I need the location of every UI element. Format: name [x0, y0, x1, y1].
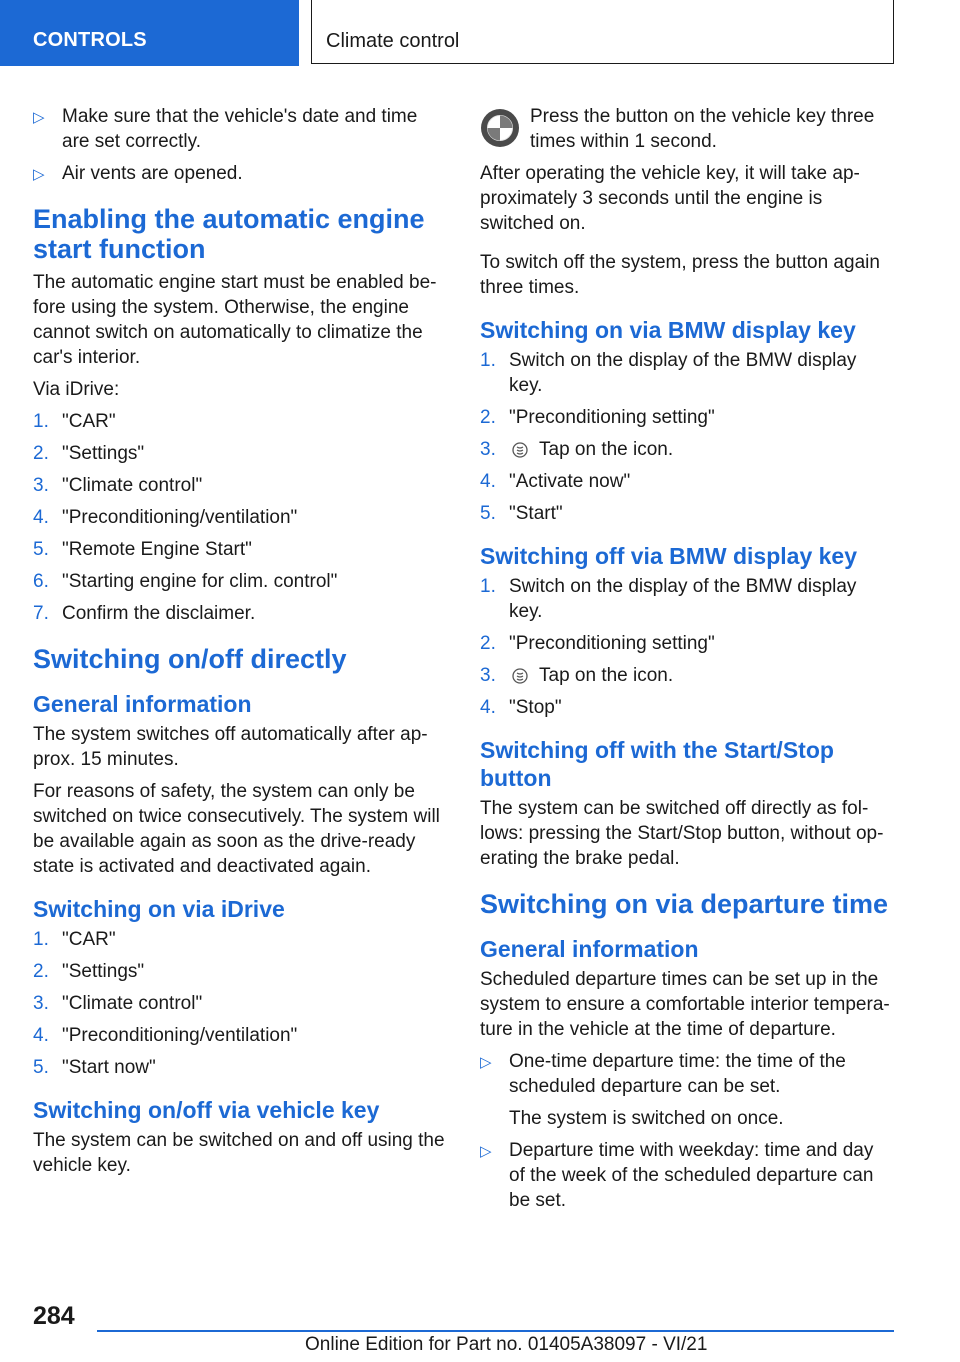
list-item: 3. Tap on the icon.: [480, 439, 674, 460]
right-column: [480, 104, 894, 1220]
climate-fan-icon: [509, 666, 531, 686]
list-item: 2. "Preconditioning setting": [480, 407, 715, 428]
heading-enable-function: Enabling the automatic engine start function: [33, 204, 425, 264]
list-item: 1. Switch on the display of the BMW display key.: [480, 576, 857, 622]
paragraph: The system is switched on once.: [509, 1108, 784, 1129]
list-item: 5. "Start": [480, 503, 563, 524]
steps-enable: [33, 409, 449, 626]
climate-fan-icon: [509, 440, 531, 460]
triangle-bullet-icon: ▷: [480, 1054, 492, 1071]
paragraph: The automatic engine start must be enabled before using the system. Otherwise, the engine cannot switch on automatically to climatize the car's interior.: [33, 272, 437, 368]
steps-on-display: [480, 348, 894, 526]
bullet-item: ▷ Departure time with weekday: time and day of the week of the scheduled departure can be set.: [480, 1140, 874, 1211]
list-item: 1. "CAR": [33, 929, 116, 950]
key-press-text: Press the button on the vehicle key three times within 1 second.: [530, 106, 875, 152]
triangle-bullet-icon: ▷: [33, 109, 45, 126]
footer-edition: Online Edition for Part no. 01405A38097 - VI/21: [305, 1334, 708, 1355]
list-item: 4. "Activate now": [480, 471, 631, 492]
subheading-start-stop: Switching off with the Start/Stop button: [480, 737, 834, 791]
left-column: [33, 104, 449, 1185]
list-item: 6. "Starting engine for clim. control": [33, 571, 338, 592]
list-item: 1. "CAR": [33, 411, 116, 432]
list-item: 5. "Start now": [33, 1057, 156, 1078]
header-chapter-label: Climate control: [326, 30, 460, 52]
heading-departure-time: Switching on via departure time: [480, 889, 889, 919]
paragraph: Via iDrive:: [33, 379, 120, 400]
heading-direct: Switching on/off directly: [33, 644, 347, 674]
list-item: 7. Confirm the disclaimer.: [33, 603, 256, 624]
paragraph: To switch off the system, press the button again three times.: [480, 252, 880, 298]
bmw-logo-icon: [480, 108, 520, 148]
subheading-general: General information: [33, 691, 252, 717]
key-press-row: [480, 104, 894, 154]
list-item: 3. "Climate control": [33, 475, 203, 496]
list-item: 3. "Climate control": [33, 993, 203, 1014]
subheading-off-display-key: Switching off via BMW display key: [480, 543, 858, 569]
paragraph: The system switches off automatically after approx. 15 minutes.: [33, 724, 428, 770]
list-item: 5. "Remote Engine Start": [33, 539, 252, 560]
subheading-on-display-key: Switching on via BMW display key: [480, 317, 856, 343]
list-item: 1. Switch on the display of the BMW display key.: [480, 350, 857, 396]
list-item: 4. "Preconditioning/ventilation": [33, 1025, 298, 1046]
bullet-item: ▷ One-time departure time: the time of the scheduled departure can be set.: [480, 1051, 846, 1097]
steps-idrive: [33, 927, 449, 1080]
paragraph: Scheduled departure times can be set up in the system to ensure a comfortable interior temperature in the vehicle at the time of departure.: [480, 969, 890, 1040]
triangle-bullet-icon: ▷: [33, 166, 45, 183]
paragraph: The system can be switched off directly as follows: pressing the Start/Stop button, without operating the brake pedal.: [480, 798, 884, 869]
subheading-idrive: Switching on via iDrive: [33, 896, 285, 922]
list-item: 2. "Settings": [33, 443, 145, 464]
header-section-tab: [0, 0, 299, 66]
page-number: 284: [33, 1302, 75, 1330]
list-item: 3. Tap on the icon.: [480, 665, 674, 686]
subheading-departure-general: General information: [480, 936, 699, 962]
list-item: 2. "Settings": [33, 961, 145, 982]
paragraph: For reasons of safety, the system can only be switched on twice consecutively. The system will be available again as soon as the drive-ready state is activated and deactivated again.: [33, 781, 440, 877]
list-item: 2. "Preconditioning setting": [480, 633, 715, 654]
footer-divider: [97, 1330, 894, 1332]
subheading-vehicle-key: Switching on/off via vehicle key: [33, 1097, 380, 1123]
header-section-label: CONTROLS: [33, 29, 147, 51]
bullet-item: ▷ Make sure that the vehicle's date and time are set correctly.: [33, 106, 418, 152]
bullet-item: ▷ Air vents are opened.: [33, 161, 449, 186]
steps-off-display: [480, 574, 894, 720]
paragraph: The system can be switched on and off using the vehicle key.: [33, 1130, 445, 1176]
paragraph: After operating the vehicle key, it will take approximately 3 seconds until the engine is switched on.: [480, 163, 860, 234]
list-item: 4. "Stop": [480, 697, 562, 718]
header-chapter-box: [311, 0, 894, 64]
list-item: 4. "Preconditioning/ventilation": [33, 507, 298, 528]
triangle-bullet-icon: ▷: [480, 1143, 492, 1160]
